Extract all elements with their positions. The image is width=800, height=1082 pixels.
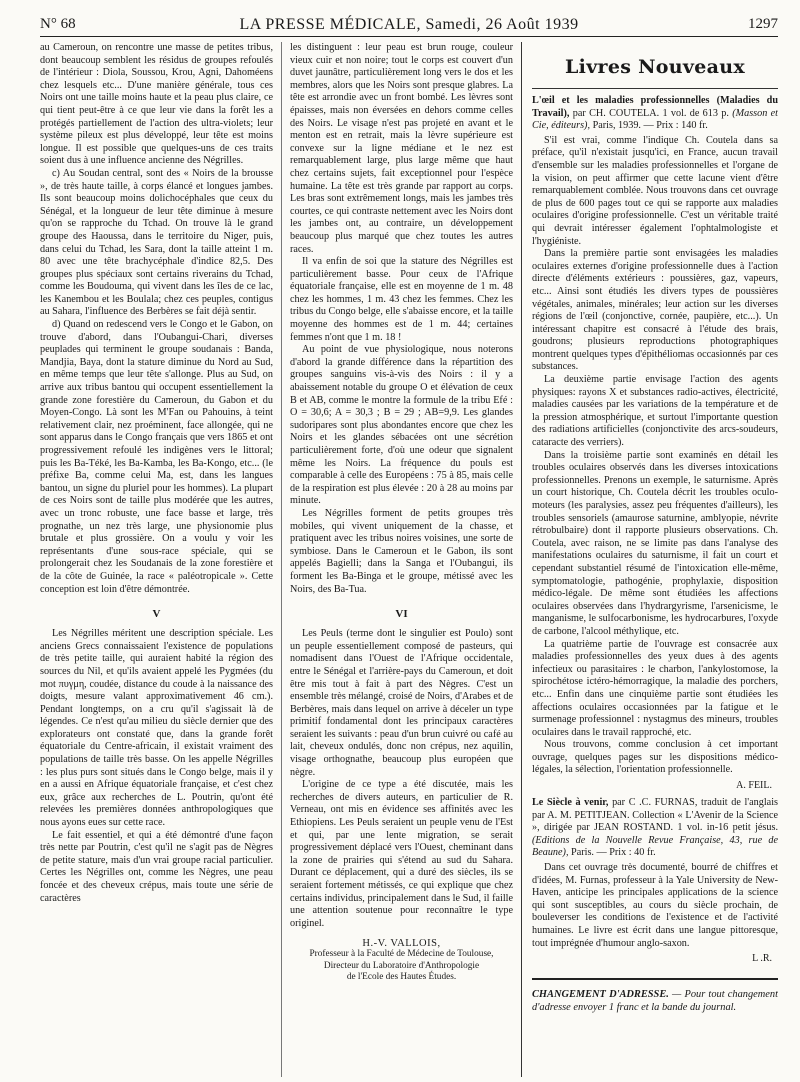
review-paragraph: La deuxième partie envisage l'action des agents physiques: rayons X et substances radio-actives, électricité, maladies causées par les variations de la température et de la pression atmosphérique, et surtout l'importante question des radiations artificielles (conjonctivite des arcs-soudeurs, cataracte des verriers).: [532, 374, 778, 449]
book-title: Le Siècle à venir,: [532, 797, 609, 809]
review-paragraph: Dans la troisième partie sont examinés en détail les troubles oculaires observés dans les diverses intoxications professionnelles. Prenons un exemple, le saturnisme. Après un court historique, Ch. Coutela décrit les troubles oculo-moteurs (les paralysies, assez peu fréquentes d'ailleurs), les troubles sensoriels (amaurose saturnine, amblyopie, névrite rétrobulbaire) dont il rapporte plusieurs observations. Ch. Coutela, avec raison, ne se limite pas dans l'analyse des manifestations oculaires du saturnisme, il fait un court et cependant substantiel résumé de l'intoxication elle-même, symptomatologie, pathogénie, prophylaxie, disposition médico-légale. De même sont étudiées les affections oculaires observées dans l'hydrargyrisme, l'arsenicisme, le manganisme, le sulfocarbonisme, les hydrocarbures, l'oxyde de carbone, l'alcool méthylique, etc.: [532, 449, 778, 637]
book-price: Paris, 1939. — Prix : 140 fr.: [590, 120, 708, 132]
paragraph: Le fait essentiel, et qui a été démontré d'une façon très nette par Poutrin, c'est qu'il ne s'agit pas de Nègres de petite stature, mais d'un vrai groupe racial particulier. Certes les Négrilles ont, comme les Nègres, une peau foncée et des cheveux crépus, mais toute une série de caractères: [40, 829, 273, 904]
book-publisher: (Masson et Cie, éditeurs),: [532, 107, 778, 132]
page-header: [40, 14, 778, 37]
section-heading: V: [152, 608, 161, 621]
notice-heading: CHANGEMENT D'ADRESSE.: [532, 989, 669, 1001]
book-ref: par CH. COUTELA. 1 vol. de 613 p.: [569, 107, 733, 119]
author-affiliation: Professeur à la Faculté de Médecine de Toulouse,: [309, 949, 494, 960]
review-paragraph: La quatrième partie de l'ouvrage est consacrée aux maladies professionnelles des yeux dues à des agents infectieux ou parasitaires : le charbon, l'ankylostomose, la spirochétose ictéro-hémorragique, la maladie des porchers, etc... Enfin dans une cinquième partie sont étudiées les affections oculaires occasionnées par la fatigue et le surmenage professionnel : nystagmus des mineurs, troubles oculaires dans le travail rapproché, etc.: [532, 638, 778, 738]
book-price: Paris. — Prix : 40 fr.: [568, 847, 656, 859]
reviewer-signature: L .R.: [752, 953, 772, 965]
notice-text: — Pour tout changement d'adresse envoyer 1 franc et la bande du journal.: [532, 989, 778, 1014]
paragraph: Au point de vue physiologique, nous noterons d'abord la grande différence dans la répartition des groupes sanguins vis-à-vis des Noirs : il y a abaissement notable du groupe O et élévation de ceux B et AB, comme le montre la formule de la tribu Efé : O = 30,6; A = 30,3 ; B = 29 ; AB=9,9. Les glandes sudoripares sont plus abondantes encore que chez les Noirs et les glandes sébacées ont une sécrétion particulièrement forte, d'où une odeur que signalent même les Noirs. La fréquence du pouls est comparable à celle des Européens : 75 à 85, mais celle de la respiration est plus élevée : 20 à 28 au moins par minute.: [290, 344, 513, 507]
divider: [532, 88, 778, 89]
book-entry-1: [532, 95, 778, 133]
paragraph: Les Négrilles méritent une description spéciale. Les anciens Grecs connaissaient l'existence de populations de très petite taille, qui auraient habité la région des sources du Nil, et qu'ils avaient appelé les Pygmées (du mot πυγμη, coudée, distance du coude à la naissance des doigts, mesure valant approximativement 46 cm.). Pendant longtemps, on a cru qu'il s'agissait là de légendes. Ce n'est qu'au milieu du siècle dernier que des explorateurs ont constaté que, dans la grande forêt équatoriale du Centre-africain, il existait vraiment des populations de taille très basse. On les appelle Négrilles : les plus purs sont situés dans le Congo belge, mais il y en a aussi en Afrique équatoriale française, et c'est chez eux, grâce aux recherches de L. Poutrin, qu'ont été relevées les premières données anthropologiques que nous ayons eues sur cette race.: [40, 628, 273, 829]
column-3: [522, 42, 778, 1077]
page-number: 1297: [748, 16, 778, 32]
section-title: Livres Nouveaux: [565, 56, 745, 78]
paragraph: d) Quand on redescend vers le Congo et le Gabon, on trouve d'abord, dans l'Oubangui-Chari, diverses peuplades qui terminent le groupe soudanais : Banda, Mandjia, Baya, dont la stature diminue du Nord au Sud, en même temps que leur tête s'allonge. Plus au Sud, on arrive aux tribus bantou qui occupent essentiellement la grande zone forestière du Cameroun, du Gabon et du Moyen-Congo. Là sont les M'Fan ou Pahouins, à teint relativement clair, nez proéminent, face allongée, qui ne sont apparus dans le Congo français que vers 1865 et ont progressivement refoulé les indigènes vers le littoral; puis les Ba-Téké, les Ba-Kamba, les Ba-Kongo, etc... (le préfixe Ba, comme celui Ma, est, dans les langues bantou, un signe du pluriel pour les hommes). La plupart de ces Noirs sont de taille plus modérée que les autres, avec un tronc robuste, une face basse et large, très prognathe, un nez très large, une physionomie plus brutale et plus grossière. On a voulu y voir les représentants d'une sous-race spéciale, qui se prolongerait chez les Soudanais de la zone forestière et de la côte de Guinée, la race « paléotropicale ». Cette conception est loin d'être démontrée.: [40, 319, 273, 595]
review-paragraph: Dans la première partie sont envisagées les maladies oculaires externes d'origine professionnelle dues à l'action directe d'éléments extérieurs : poussières, gaz, vapeurs, etc... Ainsi sont étudiés les divers types de poussières végétales, animales, minérales; leur action sur les diverses régions de l'œil (conjonctive, cornée, paupière, etc...). Un intéressant chapitre est consacré à l'étude des brais, goudrons; plusieurs reproductions photographiques montrent quelques types d'épithéliomas occasionnés par ces substances.: [532, 248, 778, 373]
paragraph: Les Peuls (terme dont le singulier est Poulo) sont un peuple essentiellement composé de pasteurs, qui nomadisent dans l'Ouest de l'Afrique occidentale, entre le Sénégal et l'arrière-pays du Cameroun, et doit être mis tout à fait à part des Nègres. C'est un ensemble très mélangé, croisé de Noirs, d'Arabes et de Berbères, mais dans lequel on arrive à déceler un type primitif fondamental dont les principaux caractères seraient les suivants : peau d'un brun cuivré ou café au lait, cheveux ondulés, donc non crépus, nez aquilin, visage orthognathe, beaucoup plus européen que nègre.: [290, 628, 513, 778]
author-affiliation: de l'Ecole des Hautes Études.: [346, 972, 457, 983]
column-1: [40, 42, 282, 1077]
author-affiliation: Directeur du Laboratoire d'Anthropologie: [323, 960, 480, 971]
review-paragraph: S'il est vrai, comme l'indique Ch. Coutela dans sa préface, qu'il n'existait jusqu'ici, en France, aucun travail d'ensemble sur les maladies professionnelles et l'organe de la vision, on peut affirmer que cette lacune vient d'être remarquablement comblée. Nous trouvons dans cet ouvrage de plus de 600 pages tout ce qui se rapporte aux maladies oculaires d'origine professionnelle. C'est un véritable traité qui devrait intéresser également l'ophtalmologiste et l'hygiéniste.: [532, 134, 778, 247]
review-paragraph: Dans cet ouvrage très documenté, bourré de chiffres et d'idées, M. Furnas, professeur à la Yale University de New-Haven, anticipe les principales applications de la science qui sont susceptibles, au cours du siècle prochain, de bouleverser les conditions de l'existence et de l'activité humaines. Le livre est écrit dans une langue pittoresque, tout imprégnée d'humour anglo-saxon.: [532, 862, 778, 949]
book-title: L'œil et les maladies professionnelles (Maladies du Travail),: [532, 95, 778, 119]
reviewer-signature: A. FEIL.: [736, 780, 772, 792]
review-paragraph: Nous trouvons, comme conclusion à cet important ouvrage, quelques pages sur les dispositions médico-légales, la sélection, l'orientation professionnelle.: [532, 739, 778, 776]
column-2: [282, 42, 522, 1077]
book-entry-2: [532, 797, 778, 860]
paragraph: c) Au Soudan central, sont des « Noirs de la brousse », de très haute taille, à corps élancé et longues jambes. Ils sont beaucoup moins dolichocéphales que ceux du Sénégal, et la longueur de leur tête diminue à mesure qu'on se rapproche du Tchad. On trouve là le grand groupe des Haoussa, dans le territoire du Niger, puis, dans celui du Tchad, les Sara, dont la taille atteint 1 m. 80 avec une tête brachycéphale d'indice 82,5. Des groupes plus spéciaux sont certains riverains du Tchad, comme les Boudouma, qui vivent dans les îles de ce lac, les Kanembou et les Boulala; chez ces peuples, contigus au Sahara, l'influence des Berbères se fait déjà sentir.: [40, 167, 273, 318]
paragraph: Les Négrilles forment de petits groupes très mobiles, qui vivent uniquement de la chasse, et pratiquent avec les tribus noires voisines, une sorte de symbiose. Dans le Cameroun et le Gabon, ils sont appelés Bagielli; dans la Sanga et l'Oubangui, ils forment les Ba-Binga et le groupe, métissé avec les Noirs, des Ba-Tua.: [290, 507, 513, 595]
book-publisher: (Editions de la Nouvelle Revue Française, 43, rue de Beaune),: [532, 834, 778, 859]
paragraph: L'origine de ce type a été discutée, mais les recherches de divers auteurs, en particulier de R. Verneau, ont mis en évidence ses affinités avec les Ethiopiens. Les Peuls seraient un peuple venu de l'Est et qui, par une lente migration, se serait progressivement déplacé vers l'Ouest, cheminant dans la zone de prairies qui s'étend au sud du Sahara. Durant ce déplacement, qui a duré des siècles, ils se seraient fortement métissés, ce qui explique que chez certains individus, principalement dans le Sud, il faille une attention soutenue pour reconnaître le type originel.: [290, 779, 513, 929]
paragraph: Il va enfin de soi que la stature des Négrilles est particulièrement basse. Pour ceux de l'Afrique équatoriale française, elle est en moyenne de 1 m. 48 chez les hommes, 1 m. 43 chez les femmes. Chez les tribus du Congo belge, elle s'abaisse encore, et la taille moyenne des hommes est de 1 m. 44; certaines femmes n'ont que 1 m. 18 !: [290, 256, 513, 343]
paragraph: les distinguent : leur peau est brun rouge, couleur vieux cuir et non noire; tout le corps est couvert d'un duvet jaunâtre, particulièrement long vers le dos et les membres, alors que les Noirs sont presque glabres. La tête est arrondie avec un front bombé. Les lèvres sont épaisses, mais non éversées en dehors comme celles des Noirs. Le visage n'est pas projeté en avant et le menton est en retrait, mais la lèvre supérieure est convexe sur la ligne médiane et le nez est remarquablement large, plus large même que haut chez certains sujets, fait exceptionnel pour l'espèce humaine. La tête est très grande par rapport au corps. Les bras sont extrêmement longs, mais les jambes très courtes, ce qui contraste nettement avec les Noirs dont les jambes ont, au contraire, un développement beaucoup plus marqué que chez toutes les autres races.: [290, 42, 513, 255]
author-signature: H.-V. VALLOIS,: [362, 938, 441, 950]
issue-number: N° 68: [40, 16, 76, 32]
journal-title: LA PRESSE MÉDICALE, Samedi, 26 Août 1939: [239, 16, 579, 33]
address-change-notice: [532, 978, 778, 1014]
paragraph: au Cameroun, on rencontre une masse de petites tribus, dont beaucoup semblent les résidus de groupes refoulés de l'intérieur : Diola, Soussou, Krou, Agni, Dahoméens chez lesquels etc... D'une manière générale, tous ces Noirs ont une taille moins haute et la peau plus claire, ce qui tient peut-être à ce que leur vie dans la forêt les a protégés partiellement de l'action des ultra-violets; leur système pileux est plus développé, leur tête est moins longue. Il est possible que quelques-uns de ces traits soient dus à une influence ancienne des Négrilles.: [40, 42, 273, 167]
section-heading: VI: [395, 608, 408, 621]
columns: [40, 42, 778, 1077]
book-ref: par C .C. FURNAS, traduit de l'anglais par A. M. PETITJEAN. Collection « L'Avenir de la Science », dirigée par JEAN ROSTAND. 1 vol. in-16 petit jésus.: [532, 797, 778, 834]
